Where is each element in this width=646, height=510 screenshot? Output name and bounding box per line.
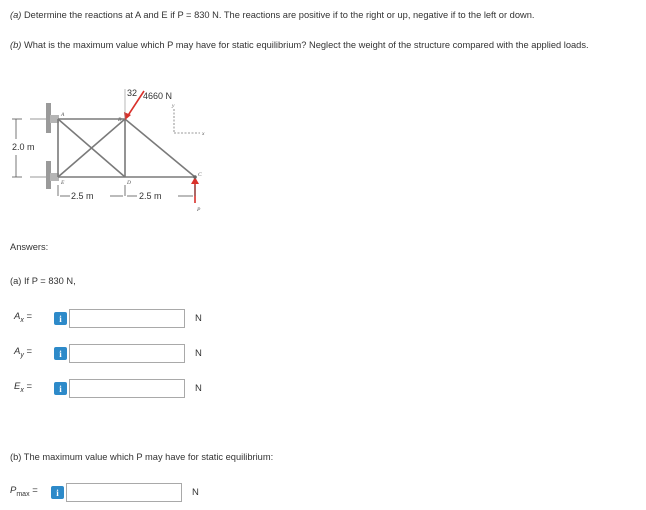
ay-label [14,346,32,359]
ax-var: A [14,311,21,322]
ay-sub: y [20,351,24,359]
ex-label [14,381,32,394]
part-a-letter: (a) [10,10,22,20]
ax-input[interactable] [69,309,185,328]
joint-c [193,175,197,179]
ex-eq: = [23,381,33,392]
axis-y-label: y [172,103,175,109]
ex-unit: N [195,383,202,394]
pmax-input[interactable] [66,483,182,502]
ay-info-icon[interactable]: i [54,347,67,360]
force-label: 4660 N [143,91,173,101]
ax-info-icon[interactable]: i [54,312,67,325]
part-a-label: (a) If P = 830 N, [10,276,76,286]
ay-eq: = [23,346,33,357]
pmax-info-icon[interactable]: i [51,486,64,499]
point-p-label: P [197,207,201,213]
pmax-var: P [10,485,17,496]
part-a-text: Determine the reactions at A and E if P = 830 N. The reactions are positive if to the right or up, negative if to the left or down. [21,10,535,20]
pmax-sub: max [16,490,30,498]
ax-eq: = [23,311,33,322]
point-b-label: B [118,117,122,123]
point-c-label: C [198,172,202,178]
height-label: 2.0 m [12,142,35,152]
point-a-label: A [61,112,65,118]
pmax-unit: N [192,487,199,498]
truss-figure [10,85,215,220]
part-b-label: (b) The maximum value which P may have for static equilibrium: [10,452,274,462]
answers-heading: Answers: [10,242,49,252]
ax-label [14,311,32,324]
part-b-letter: (b) [10,40,22,50]
ay-var: A [14,346,21,357]
dim-right-label: 2.5 m [139,191,162,201]
ex-var: E [14,381,21,392]
pmax-eq: = [29,485,38,496]
pmax-label [10,485,38,498]
axis-x-label: x [202,131,205,137]
point-d-label: D [127,180,131,186]
ex-sub: x [20,386,24,394]
truss-diagram [10,85,215,220]
part-b-text: What is the maximum value which P may have for static equilibrium? Neglect the weight of the structure compared with the applied loads. [21,40,589,50]
dim-left-label: 2.5 m [71,191,94,201]
question-part-a [10,8,640,22]
ex-info-icon[interactable]: i [54,382,67,395]
point-e-label: E [61,180,65,186]
ay-unit: N [195,348,202,359]
ex-input[interactable] [69,379,185,398]
question-part-b [10,38,635,52]
ax-unit: N [195,313,202,324]
angle-label: 32 [127,88,138,98]
member-bc [125,119,195,177]
ay-input[interactable] [69,344,185,363]
ax-sub: x [20,316,24,324]
